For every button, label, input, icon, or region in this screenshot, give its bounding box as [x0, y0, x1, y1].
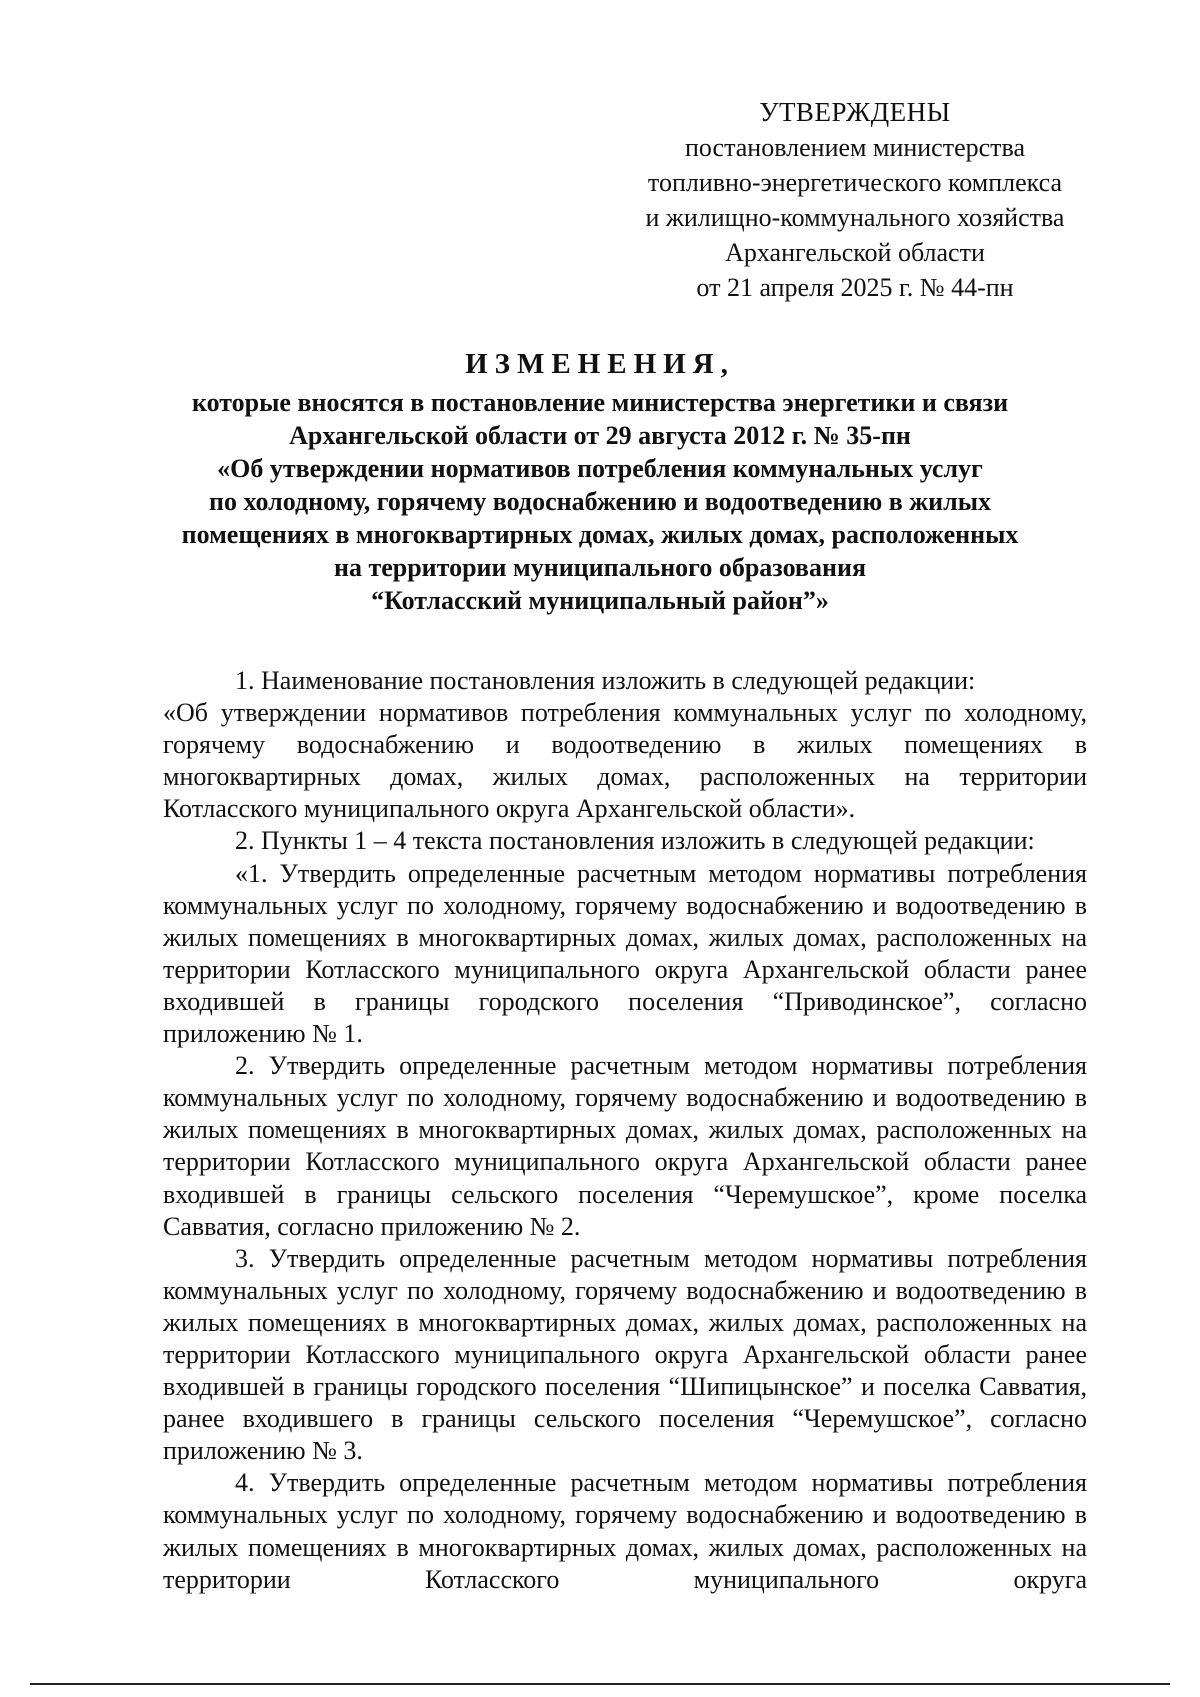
approval-stamp: [620, 95, 1090, 305]
heading-subject-line: “Котласский муниципальный район”»: [371, 586, 829, 615]
paragraph-item-2: 2. Пункты 1 – 4 текста постановления изложить в следующей редакции:: [235, 826, 1035, 856]
heading-subject-line: помещениях в многоквартирных домах, жилых домах, расположенных: [181, 520, 1019, 549]
page-bottom-rule: [30, 1683, 1170, 1685]
paragraph-quoted-title: «Об утверждении нормативов потребления коммунальных услуг по холодному, горячему водоснабжению и водоотведению в жилых помещениях в многоквартирных домах, жилых домах, расположенных на территории Котласского муниципального округа Архангельской области».: [163, 698, 1087, 824]
approval-title: УТВЕРЖДЕНЫ: [759, 97, 951, 127]
paragraph-point-3: 3. Утвердить определенные расчетным методом нормативы потребления коммунальных услуг по холодному, горячему водоснабжению и водоотведению в жилых помещениях в многоквартирных домах, жилых домах, расположенных на территории Котласского муниципального округа Архангельской области ранее входившей в границы городского поселения “Шипицынское” и поселка Савватия, ранее входившего в границы сельского поселения “Черемушское”, согласно приложению № 3.: [163, 1243, 1087, 1466]
paragraph-point-2: 2. Утвердить определенные расчетным методом нормативы потребления коммунальных услуг по холодному, горячему водоснабжению и водоотведению в жилых помещениях в многоквартирных домах, жилых домах, расположенных на территории Котласского муниципального округа Архангельской области ранее входившей в границы сельского поселения “Черемушское”, кроме поселка Савватия, согласно приложению № 2.: [163, 1051, 1087, 1241]
document-heading: [150, 345, 1050, 617]
approval-line: топливно-энергетического комплекса: [647, 168, 1063, 197]
heading-subject-line: Архангельской области от 29 августа 2012 г. № 35-пн: [289, 421, 911, 450]
approval-line: постановлением министерства: [684, 133, 1026, 162]
heading-subject-line: «Об утверждении нормативов потребления коммунальных услуг: [217, 454, 983, 483]
document-kind-title: ИЗМЕНЕНИЯ,: [465, 348, 735, 380]
approval-line: и жилищно-коммунального хозяйства: [645, 203, 1065, 232]
paragraph-point-4: 4. Утвердить определенные расчетным методом нормативы потребления коммунальных услуг по холодному, горячему водоснабжению и водоотведению в жилых помещениях в многоквартирных домах, жилых домах, расположенных на территории Котласского муниципального округа: [163, 1468, 1087, 1594]
heading-subject-line: на территории муниципального образования: [333, 553, 867, 582]
document-body: [163, 665, 1087, 1596]
approval-line: Архангельской области: [725, 238, 985, 267]
heading-subject-line: по холодному, горячему водоснабжению и водоотведению в жилых: [208, 487, 992, 516]
paragraph-item-1: 1. Наименование постановления изложить в следующей редакции:: [235, 666, 976, 695]
heading-subject-line: которые вносятся в постановление министерства энергетики и связи: [191, 388, 1009, 417]
paragraph-point-1: «1. Утвердить определенные расчетным методом нормативы потребления коммунальных услуг по холодному, горячему водоснабжению и водоотведению в жилых помещениях в многоквартирных домах, жилых домах, расположенных на территории Котласского муниципального округа Архангельской области ранее входившей в границы городского поселения “Приводинское”, согласно приложению № 1.: [163, 858, 1087, 1049]
approval-date-number: от 21 апреля 2025 г. № 44-пн: [696, 273, 1014, 302]
